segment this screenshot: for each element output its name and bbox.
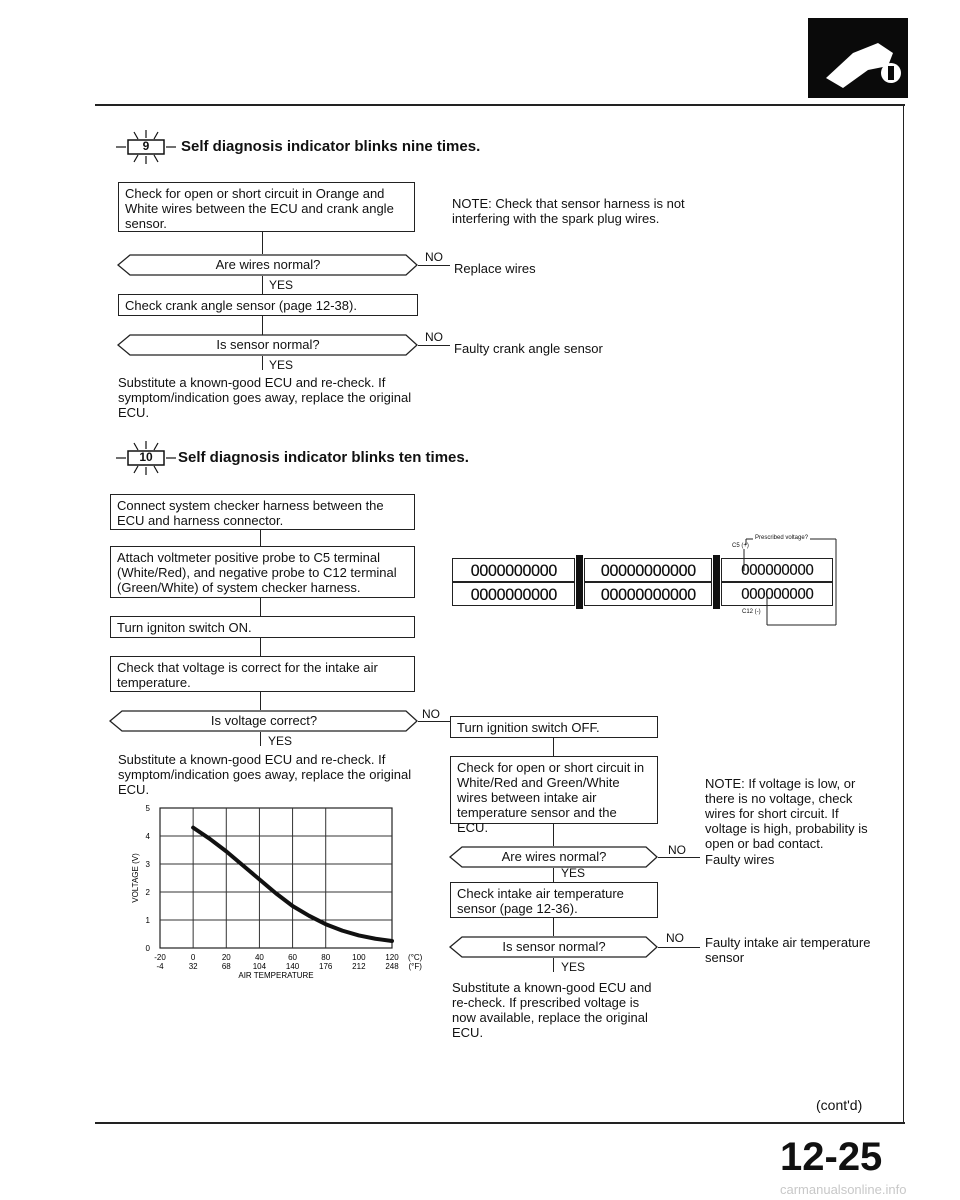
y-tick-label: 3 — [145, 860, 150, 869]
x-tick-label-c: 120 — [385, 953, 399, 962]
x-tick-label-f: 248 — [385, 962, 399, 971]
x-tick-label-f: (°F) — [408, 962, 422, 971]
yes-label: YES — [268, 734, 293, 748]
turn-ignition-on-box: Turn igniton switch ON. — [110, 616, 415, 638]
faulty-crank-sensor: Faulty crank angle sensor — [454, 341, 603, 356]
yes-label: YES — [561, 960, 586, 974]
flow-line — [658, 857, 700, 858]
no-label: NO — [422, 707, 440, 721]
section-9-heading: Self diagnosis indicator blinks nine times. — [181, 138, 481, 155]
flow-line — [418, 721, 450, 722]
check-open-short-box: Check for open or short circuit in White/Red and Green/White wires between intake air temperature sensor and the ECU. — [450, 756, 658, 824]
note-voltage: NOTE: If voltage is low, or there is no voltage, check wires for short circuit. If voltage is high, probability is open or bad contact. — [705, 776, 868, 851]
replace-wires: Replace wires — [454, 261, 536, 276]
y-tick-label: 0 — [145, 944, 150, 953]
c12-label: C12 (-) — [742, 609, 761, 615]
check-crank-angle-box: Check crank angle sensor (page 12-38). — [118, 294, 418, 316]
y-tick-label: 1 — [145, 916, 150, 925]
x-tick-label-c: 20 — [221, 953, 231, 962]
q-voltage-correct: Is voltage correct? — [210, 713, 318, 728]
x-tick-label-c: 40 — [254, 953, 264, 962]
connect-checker-box: Connect system checker harness between the ECU and harness connector. — [110, 494, 415, 530]
faulty-iat-sensor: Faulty intake air temperature sensor — [705, 935, 871, 965]
y-tick-label: 5 — [145, 804, 150, 813]
x-tick-label-f: 32 — [188, 962, 198, 971]
substitute-ecu-2: Substitute a known-good ECU and re-check. If symptom/indication goes away, replace the original ECU. — [118, 752, 412, 797]
flow-line — [262, 316, 263, 336]
y-tick-label: 2 — [145, 888, 150, 897]
blink-badge-10: 10 — [139, 450, 153, 464]
substitute-ecu-1: Substitute a known-good ECU and re-check. If symptom/indication goes away, replace the original ECU. — [118, 375, 412, 420]
data-point — [193, 827, 194, 828]
flow-line — [260, 692, 261, 710]
substitute-ecu-3: Substitute a known-good ECU and re-check. If prescribed voltage is now available, replace the original ECU. — [452, 980, 652, 1040]
note-harness: NOTE: Check that sensor harness is not interfering with the spark plug wires. — [452, 196, 685, 226]
x-tick-label-c: -20 — [154, 953, 166, 962]
x-tick-label-f: 104 — [252, 962, 267, 971]
x-tick-label-f: 212 — [352, 962, 366, 971]
x-tick-label-c: 80 — [321, 953, 331, 962]
flow-line — [260, 638, 261, 656]
no-label: NO — [425, 330, 443, 344]
c5-label: C5 (+) — [732, 543, 749, 549]
watermark: carmanualsonline.info — [780, 1182, 907, 1197]
flow-line — [658, 947, 700, 948]
check-voltage-box: Check that voltage is correct for the intake air temperature. — [110, 656, 415, 692]
bottom-rule — [95, 1122, 905, 1124]
yes-label: YES — [561, 866, 586, 880]
flow-line — [262, 232, 263, 254]
x-tick-label-f: -4 — [156, 962, 164, 971]
x-tick-label-c: 60 — [288, 953, 298, 962]
no-label: NO — [425, 250, 443, 264]
yes-label: YES — [269, 278, 294, 292]
q-sensor-normal-2: Is sensor normal? — [502, 939, 606, 954]
x-tick-label-c: 0 — [190, 953, 196, 962]
data-point — [259, 879, 260, 880]
connector-diagram — [450, 535, 840, 630]
flow-line — [553, 958, 554, 972]
data-point — [292, 906, 293, 907]
right-rule — [903, 104, 904, 1124]
no-label: NO — [666, 931, 684, 945]
page-number: 12-25 — [780, 1135, 883, 1179]
flow-line — [553, 738, 554, 756]
flow-line — [260, 732, 261, 746]
faulty-wires: Faulty wires — [705, 852, 775, 867]
data-point — [325, 924, 326, 925]
x-tick-label-f: 176 — [319, 962, 333, 971]
data-point — [242, 865, 243, 866]
data-point — [392, 941, 393, 942]
q-sensor-normal: Is sensor normal? — [216, 337, 320, 352]
connector-block: OOOOOOOOOO — [452, 558, 575, 582]
connector-block: OOOOOOOOOOO — [584, 582, 712, 606]
flow-line — [553, 868, 554, 882]
flow-line — [418, 345, 450, 346]
injector-icon — [808, 18, 908, 98]
flow-line — [553, 918, 554, 936]
top-rule — [95, 104, 905, 106]
x-tick-label-c: 100 — [352, 953, 366, 962]
x-tick-label-c: (°C) — [408, 953, 423, 962]
connector-block: OOOOOOOOO — [721, 582, 833, 606]
prescribed-voltage-label: Prescribed voltage? — [755, 535, 809, 541]
data-point — [309, 915, 310, 916]
blink-badge-9: 9 — [142, 139, 150, 153]
turn-ignition-off-box: Turn ignition switch OFF. — [450, 716, 658, 738]
data-point — [226, 851, 227, 852]
x-axis-label: AIR TEMPERATURE — [238, 971, 314, 980]
q-wires-normal-2: Are wires normal? — [501, 849, 607, 864]
voltage-chart — [108, 800, 423, 1030]
flow-line — [260, 598, 261, 616]
flow-line — [262, 276, 263, 296]
q-wires-normal: Are wires normal? — [215, 257, 321, 272]
section-10-heading: Self diagnosis indicator blinks ten times. — [178, 449, 469, 466]
x-tick-label-f: 68 — [221, 962, 231, 971]
connector-block: OOOOOOOOOOO — [584, 558, 712, 582]
x-tick-label-f: 140 — [285, 962, 300, 971]
connector-block: OOOOOOOOOO — [452, 582, 575, 606]
flow-line — [553, 824, 554, 846]
yes-label: YES — [269, 358, 294, 372]
no-label: NO — [668, 843, 686, 857]
contd-label: (cont'd) — [816, 1097, 863, 1113]
y-axis-label: VOLTAGE (V) — [131, 853, 140, 903]
y-tick-label: 4 — [145, 832, 150, 841]
probe-lines — [450, 535, 840, 630]
data-point — [375, 938, 376, 939]
data-point — [276, 893, 277, 894]
data-point — [209, 838, 210, 839]
flow-line — [260, 530, 261, 546]
check-orange-white-box: Check for open or short circuit in Orange and White wires between the ECU and crank angle sensor. — [118, 182, 415, 232]
data-point — [342, 930, 343, 931]
flow-line — [262, 356, 263, 370]
data-point — [358, 935, 359, 936]
check-iat-sensor-box: Check intake air temperature sensor (page 12-36). — [450, 882, 658, 918]
chart-svg — [108, 800, 423, 1030]
connector-block: OOOOOOOOO — [721, 558, 833, 582]
flow-line — [418, 265, 450, 266]
attach-voltmeter-box: Attach voltmeter positive probe to C5 terminal (White/Red), and negative probe to C12 terminal (Green/White) of system checker harness. — [110, 546, 415, 598]
